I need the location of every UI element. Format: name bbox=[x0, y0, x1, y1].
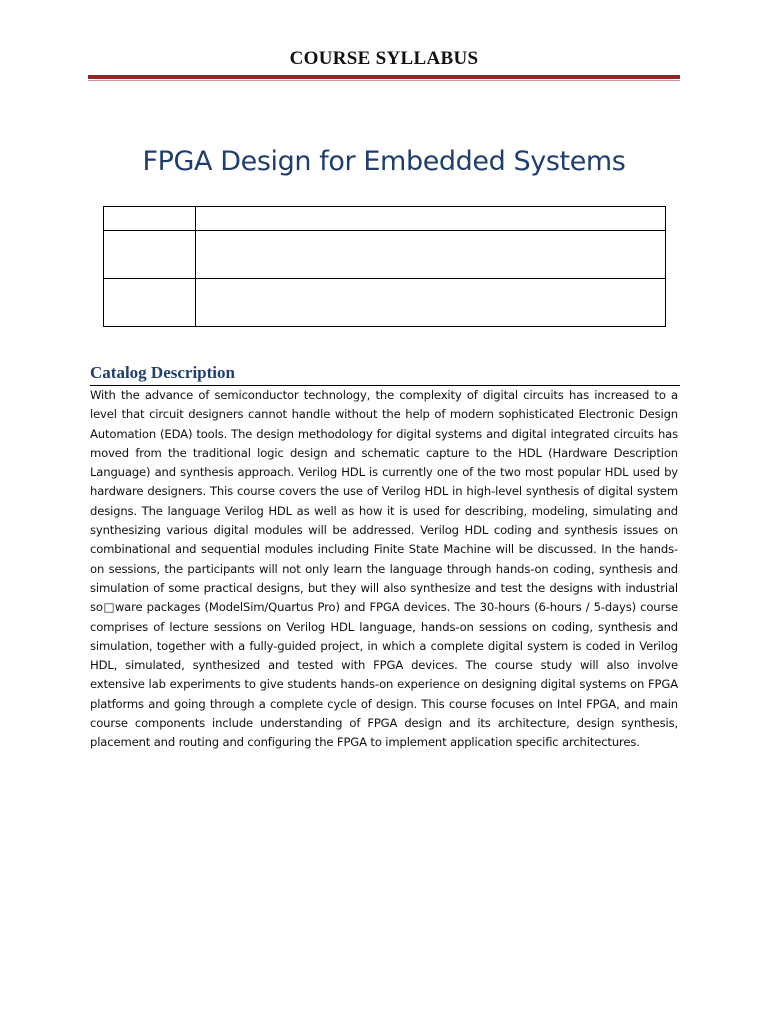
info-table-label-cell bbox=[104, 231, 196, 279]
document-title: FPGA Design for Embedded Systems bbox=[142, 146, 626, 177]
info-table-label-cell bbox=[104, 279, 196, 327]
info-table-label-cell bbox=[104, 207, 196, 231]
catalog-description-heading: Catalog Description bbox=[90, 363, 235, 382]
info-table-value-cell bbox=[196, 279, 666, 327]
info-table-row bbox=[104, 207, 666, 231]
catalog-description-text: With the advance of semiconductor technology, the complexity of digital circuits has increased to a level that circuit designers cannot handle without the help of modern sophisticated Electronic Design Automation (EDA) tools. The design methodology for digital systems and digital integrated circuits has moved from the traditional logic design and schematic capture to the HDL (Hardware Description Language) and synthesis approach. Verilog HDL is currently one of the two most popular HDL used by hardware designers. This course covers the use of Verilog HDL in high-level synthesis of digital system designs. The language Verilog HDL as well as how it is used for describing, modeling, simulating and synthesizing various digital modules will be addressed. Verilog HDL coding and synthesis issues on combinational and sequential modules including Finite State Machine will be discussed. In the hands-on sessions, the participants will not only learn the language through hands-on coding, synthesis and simulation of some practical designs, but they will also synthesize and test the designs with industrial so□ware packages (ModelSim/Quartus Pro) and FPGA devices. The 30-hours (6-hours / 5-days) course comprises of lecture sessions on Verilog HDL language, hands-on sessions on coding, synthesis and simulation, together with a fully-guided project, in which a complete digital system is coded in Verilog HDL, simulated, synthesized and tested with FPGA devices. The course study will also involve extensive lab experiments to give students hands-on experience on designing digital systems on FPGA platforms and going through a complete cycle of design. This course focuses on Intel FPGA, and main course components include understanding of FPGA design and its architecture, design synthesis, placement and routing and configuring the FPGA to implement application specific architectures. bbox=[90, 388, 678, 750]
header-rule bbox=[88, 75, 680, 79]
header-title: COURSE SYLLABUS bbox=[289, 48, 479, 69]
info-table-row bbox=[104, 279, 666, 327]
header-rule-thin bbox=[88, 80, 680, 81]
info-table-value-cell bbox=[196, 231, 666, 279]
info-table-value-cell bbox=[196, 207, 666, 231]
info-table bbox=[103, 206, 666, 327]
info-table-row bbox=[104, 231, 666, 279]
